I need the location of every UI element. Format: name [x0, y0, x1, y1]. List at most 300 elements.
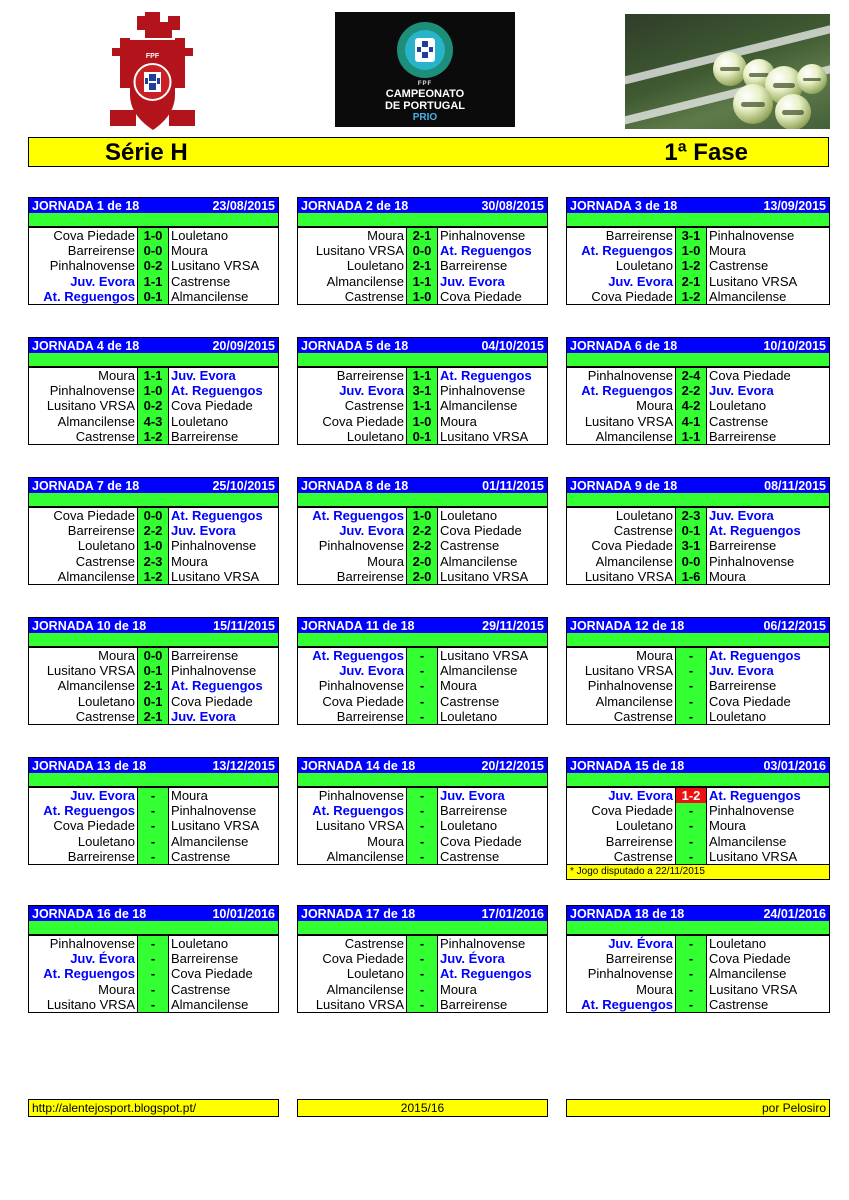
match-row — [298, 538, 547, 553]
away-team: Lusitano VRSA — [440, 648, 529, 663]
home-team: Castrense — [613, 708, 673, 724]
home-team: Louletano — [615, 818, 673, 834]
match-row — [29, 569, 278, 584]
jornada-header — [28, 617, 279, 633]
match-score: 3-1 — [675, 228, 707, 243]
match-score: 0-0 — [137, 508, 169, 523]
match-row — [567, 788, 829, 803]
jornada-matches — [297, 507, 548, 585]
away-team: Pinhalnovense — [709, 803, 795, 819]
match-row — [29, 709, 278, 724]
away-team: Pinhalnovense — [440, 936, 526, 951]
match-row — [298, 709, 547, 724]
match-score: 0-1 — [137, 694, 169, 709]
match-score: 1-1 — [137, 274, 169, 289]
match-row — [298, 803, 547, 818]
away-team: Pinhalnovense — [440, 383, 526, 399]
match-score: 4-1 — [675, 414, 707, 429]
away-team: At. Reguengos — [709, 648, 801, 663]
campeonato-de-portugal-logo — [335, 12, 515, 127]
away-team: Cova Piedade — [709, 951, 791, 967]
match-score: - — [406, 951, 438, 966]
home-team: Moura — [98, 981, 135, 997]
away-team: Juv. Évora — [440, 951, 505, 967]
match-row — [29, 538, 278, 553]
jornada-header — [297, 617, 548, 633]
jornada-title: JORNADA 3 de 18 — [570, 199, 678, 213]
away-team: Juv. Evora — [440, 788, 505, 803]
footballs-photo — [625, 14, 830, 129]
away-team: Louletano — [171, 413, 229, 429]
home-team: Pinhalnovense — [587, 966, 673, 982]
match-row — [29, 966, 278, 981]
match-score: 0-1 — [137, 289, 169, 304]
match-score: - — [137, 834, 169, 849]
jornada-green-band — [28, 633, 279, 647]
jornada-8 — [297, 477, 548, 585]
home-team: Lusitano VRSA — [584, 413, 673, 429]
match-score: 1-0 — [675, 243, 707, 258]
home-team: Juv. Evora — [608, 788, 673, 803]
match-row — [298, 429, 547, 444]
jornada-title: JORNADA 10 de 18 — [32, 619, 147, 633]
jornada-title: JORNADA 13 de 18 — [32, 759, 147, 773]
home-team: Almancilense — [326, 981, 404, 997]
home-team: Louletano — [77, 833, 135, 849]
home-team: Castrense — [75, 708, 135, 724]
jornada-2 — [297, 197, 548, 305]
home-team: Barreirense — [605, 833, 673, 849]
match-row — [29, 694, 278, 709]
home-team: At. Reguengos — [312, 508, 404, 523]
jornada-header — [28, 905, 279, 921]
match-score: - — [675, 678, 707, 693]
away-team: Lusitano VRSA — [171, 818, 260, 834]
home-team: Cova Piedade — [591, 803, 673, 819]
match-row — [567, 678, 829, 693]
jornada-title: JORNADA 12 de 18 — [570, 619, 685, 633]
match-score: - — [675, 936, 707, 951]
jornada-title: JORNADA 11 de 18 — [301, 619, 415, 633]
match-score: - — [675, 709, 707, 724]
match-score: - — [406, 663, 438, 678]
jornada-header — [297, 197, 548, 213]
home-team: Juv. Evora — [70, 788, 135, 803]
away-team: Castrense — [709, 996, 769, 1012]
away-team: Cova Piedade — [171, 398, 253, 414]
jornada-12 — [566, 617, 830, 725]
match-score: - — [675, 849, 707, 864]
home-team: Barreirense — [67, 243, 135, 259]
away-team: Almancilense — [709, 966, 787, 982]
jornada-4 — [28, 337, 279, 445]
jornada-green-band — [566, 493, 830, 507]
match-score: 1-1 — [406, 368, 438, 383]
jornada-green-band — [297, 493, 548, 507]
jornada-matches — [28, 367, 279, 445]
match-score: 4-2 — [675, 398, 707, 413]
jornada-matches — [566, 227, 830, 305]
home-team: Juv. Évora — [70, 951, 135, 967]
blog-link[interactable]: http://alentejosport.blogspot.pt/ — [28, 1099, 279, 1117]
match-row — [29, 678, 278, 693]
home-team: Cova Piedade — [591, 538, 673, 554]
away-team: At. Reguengos — [171, 508, 263, 523]
match-row — [567, 243, 829, 258]
home-team: Cova Piedade — [53, 818, 135, 834]
home-team: Cova Piedade — [322, 693, 404, 709]
home-team: Cova Piedade — [53, 228, 135, 243]
match-score: 2-1 — [406, 228, 438, 243]
home-team: Almancilense — [326, 273, 404, 289]
match-score: 1-1 — [137, 368, 169, 383]
jornada-title: JORNADA 18 de 18 — [570, 907, 685, 921]
match-row — [298, 398, 547, 413]
home-team: Louletano — [346, 428, 404, 444]
match-score: - — [675, 997, 707, 1012]
home-team: At. Reguengos — [312, 803, 404, 819]
match-score: - — [675, 982, 707, 997]
match-score: - — [406, 818, 438, 833]
match-score: 4-3 — [137, 414, 169, 429]
home-team: Almancilense — [57, 568, 135, 584]
jornada-green-band — [297, 773, 548, 787]
away-team: Louletano — [709, 708, 767, 724]
camp-sponsor-text: PRIO — [412, 112, 438, 123]
match-row — [298, 818, 547, 833]
away-team: Lusitano VRSA — [440, 428, 529, 444]
jornada-green-band — [28, 921, 279, 935]
match-row — [567, 523, 829, 538]
author-label: por Pelosiro — [566, 1099, 830, 1117]
away-team: At. Reguengos — [440, 966, 532, 982]
match-row — [298, 966, 547, 981]
match-row — [29, 523, 278, 538]
match-score: 0-0 — [406, 243, 438, 258]
match-score: - — [406, 982, 438, 997]
away-team: Almancilense — [440, 398, 518, 414]
match-row — [567, 228, 829, 243]
jornada-green-band — [297, 353, 548, 367]
away-team: Pinhalnovense — [440, 228, 526, 243]
away-team: Barreirense — [171, 951, 239, 967]
away-team: Louletano — [440, 508, 498, 523]
match-row — [567, 982, 829, 997]
match-row — [567, 951, 829, 966]
home-team: Juv. Evora — [339, 383, 404, 399]
away-team: Almancilense — [171, 288, 249, 304]
jornada-date: 08/11/2015 — [764, 479, 826, 493]
jornada-header — [566, 757, 830, 773]
away-team: Cova Piedade — [709, 368, 791, 383]
match-row — [567, 936, 829, 951]
jornada-title: JORNADA 1 de 18 — [32, 199, 140, 213]
jornada-date: 24/01/2016 — [763, 907, 826, 921]
away-team: Juv. Evora — [171, 708, 236, 724]
away-team: Louletano — [171, 228, 229, 243]
match-score: 1-2 — [675, 289, 707, 304]
match-row — [29, 982, 278, 997]
jornada-header — [566, 337, 830, 353]
jornada-date: 30/08/2015 — [481, 199, 544, 213]
home-team: Pinhalnovense — [587, 678, 673, 694]
away-team: Louletano — [440, 818, 498, 834]
jornada-title: JORNADA 4 de 18 — [32, 339, 140, 353]
match-row — [567, 966, 829, 981]
jornada-title: JORNADA 15 de 18 — [570, 759, 685, 773]
match-score: 3-1 — [406, 383, 438, 398]
away-team: Castrense — [440, 848, 500, 864]
jornada-header — [297, 757, 548, 773]
match-row — [29, 383, 278, 398]
home-team: Barreirense — [67, 848, 135, 864]
home-team: Louletano — [346, 966, 404, 982]
jornada-matches — [28, 647, 279, 725]
home-team: At. Reguengos — [312, 648, 404, 663]
home-team: Barreirense — [336, 368, 404, 383]
home-team: Moura — [367, 833, 404, 849]
home-team: At. Reguengos — [43, 803, 135, 819]
away-team: Barreirense — [440, 258, 508, 274]
match-score: - — [406, 834, 438, 849]
match-score: - — [675, 834, 707, 849]
jornada-17 — [297, 905, 548, 1013]
home-team: Almancilense — [595, 553, 673, 569]
match-row — [29, 368, 278, 383]
home-team: Lusitano VRSA — [584, 663, 673, 679]
home-team: Moura — [367, 228, 404, 243]
match-row — [29, 849, 278, 864]
match-row — [29, 663, 278, 678]
away-team: Pinhalnovense — [709, 228, 795, 243]
match-row — [567, 554, 829, 569]
jornada-header — [297, 905, 548, 921]
jornada-3 — [566, 197, 830, 305]
match-row — [29, 258, 278, 273]
home-team: Moura — [367, 553, 404, 569]
match-row — [567, 274, 829, 289]
match-row — [298, 274, 547, 289]
match-row — [29, 414, 278, 429]
match-row — [29, 289, 278, 304]
away-team: Almancilense — [440, 663, 518, 679]
home-team: Louletano — [615, 508, 673, 523]
match-score: - — [406, 936, 438, 951]
match-score: 1-1 — [406, 398, 438, 413]
away-team: Cova Piedade — [171, 966, 253, 982]
match-row — [29, 834, 278, 849]
away-team: Juv. Evora — [171, 368, 236, 383]
match-row — [298, 694, 547, 709]
match-score: 1-2 — [137, 569, 169, 584]
jornada-date: 17/01/2016 — [481, 907, 544, 921]
jornada-date: 13/12/2015 — [212, 759, 275, 773]
match-row — [29, 936, 278, 951]
match-score: - — [406, 694, 438, 709]
jornada-matches — [297, 227, 548, 305]
match-row — [298, 554, 547, 569]
home-team: Louletano — [77, 693, 135, 709]
match-score: - — [675, 951, 707, 966]
away-team: Barreirense — [709, 538, 777, 554]
home-team: Moura — [636, 398, 673, 414]
jornada-date: 29/11/2015 — [482, 619, 544, 633]
away-team: At. Reguengos — [709, 523, 801, 539]
jornada-matches — [28, 507, 279, 585]
jornada-green-band — [297, 633, 548, 647]
match-row — [567, 818, 829, 833]
away-team: Pinhalnovense — [709, 553, 795, 569]
jornada-matches — [297, 787, 548, 865]
match-score: 0-2 — [137, 258, 169, 273]
jornada-header — [566, 477, 830, 493]
home-team: Almancilense — [57, 678, 135, 694]
home-team: Lusitano VRSA — [46, 996, 135, 1012]
match-row — [567, 429, 829, 444]
home-team: Lusitano VRSA — [46, 398, 135, 414]
jornada-date: 20/09/2015 — [212, 339, 275, 353]
away-team: Louletano — [709, 398, 767, 414]
home-team: Castrense — [75, 428, 135, 444]
home-team: Almancilense — [57, 413, 135, 429]
camp-title-line1: CAMPEONATO — [385, 88, 465, 100]
away-team: Lusitano VRSA — [709, 848, 798, 864]
away-team: Barreirense — [709, 678, 777, 694]
jornada-matches — [297, 647, 548, 725]
match-row — [298, 228, 547, 243]
home-team: Cova Piedade — [322, 951, 404, 967]
match-row — [29, 648, 278, 663]
home-team: Louletano — [346, 258, 404, 274]
jornada-green-band — [28, 493, 279, 507]
match-score: 1-0 — [406, 289, 438, 304]
match-score: 2-0 — [406, 554, 438, 569]
home-team: At. Reguengos — [581, 383, 673, 399]
away-team: Barreirense — [709, 428, 777, 444]
match-row — [29, 554, 278, 569]
match-score: 0-0 — [137, 243, 169, 258]
home-team: Lusitano VRSA — [315, 243, 404, 259]
match-row — [298, 951, 547, 966]
away-team: Barreirense — [440, 803, 508, 819]
match-row — [567, 694, 829, 709]
away-team: Castrense — [171, 848, 231, 864]
jornada-11 — [297, 617, 548, 725]
jornada-7 — [28, 477, 279, 585]
match-score: 1-1 — [406, 274, 438, 289]
away-team: Moura — [171, 788, 208, 803]
jornada-date: 25/10/2015 — [212, 479, 275, 493]
jornada-title: JORNADA 14 de 18 — [301, 759, 416, 773]
jornada-green-band — [566, 213, 830, 227]
match-score: - — [137, 936, 169, 951]
jornada-title: JORNADA 16 de 18 — [32, 907, 147, 921]
home-team: Castrense — [344, 288, 404, 304]
jornada-header — [28, 337, 279, 353]
home-team: Juv. Evora — [339, 523, 404, 539]
jornada-1 — [28, 197, 279, 305]
jornada-title: JORNADA 8 de 18 — [301, 479, 409, 493]
match-row — [298, 648, 547, 663]
match-row — [298, 834, 547, 849]
jornada-15 — [566, 757, 830, 880]
jornada-date: 20/12/2015 — [481, 759, 544, 773]
jornada-matches — [566, 367, 830, 445]
away-team: Almancilense — [709, 288, 787, 304]
match-score: 1-2 — [675, 258, 707, 273]
match-row — [29, 429, 278, 444]
match-row — [298, 936, 547, 951]
away-team: Moura — [440, 981, 477, 997]
match-score: 2-4 — [675, 368, 707, 383]
match-score: 2-3 — [675, 508, 707, 523]
match-score: 1-2 — [137, 429, 169, 444]
jornada-9 — [566, 477, 830, 585]
match-row — [298, 258, 547, 273]
jornada-header — [566, 197, 830, 213]
home-team: Juv. Évora — [608, 936, 673, 951]
jornada-green-band — [566, 921, 830, 935]
match-score: - — [675, 694, 707, 709]
match-score: - — [675, 663, 707, 678]
home-team: Cova Piedade — [322, 413, 404, 429]
jornada-matches — [297, 935, 548, 1013]
jornada-header — [566, 617, 830, 633]
away-team: At. Reguengos — [440, 243, 532, 259]
jornada-green-band — [297, 921, 548, 935]
home-team: Moura — [636, 648, 673, 663]
away-team: Louletano — [440, 708, 498, 724]
jornada-13 — [28, 757, 279, 865]
away-team: Lusitano VRSA — [171, 258, 260, 274]
svg-text:FPF: FPF — [145, 53, 160, 60]
match-row — [567, 398, 829, 413]
away-team: At. Reguengos — [171, 383, 263, 399]
home-team: Louletano — [77, 538, 135, 554]
jornada-title: JORNADA 7 de 18 — [32, 479, 140, 493]
match-score: - — [406, 709, 438, 724]
jornada-green-band — [28, 773, 279, 787]
jornada-matches — [566, 935, 830, 1013]
match-row — [29, 818, 278, 833]
match-score: - — [137, 803, 169, 818]
match-row — [29, 788, 278, 803]
match-score: - — [406, 966, 438, 981]
away-team: Castrense — [709, 413, 769, 429]
away-team: Juv. Evora — [709, 663, 774, 679]
away-team: Moura — [709, 818, 746, 834]
jornada-title: JORNADA 5 de 18 — [301, 339, 409, 353]
away-team: Castrense — [440, 538, 500, 554]
match-row — [567, 508, 829, 523]
jornada-title: JORNADA 2 de 18 — [301, 199, 409, 213]
away-team: Pinhalnovense — [171, 538, 257, 554]
away-team: Moura — [440, 413, 477, 429]
away-team: Barreirense — [171, 648, 239, 663]
home-team: At. Reguengos — [43, 288, 135, 304]
match-score: 1-0 — [406, 414, 438, 429]
match-score: - — [406, 648, 438, 663]
away-team: Moura — [709, 243, 746, 259]
match-score: 1-0 — [137, 383, 169, 398]
away-team: Castrense — [440, 693, 500, 709]
match-score: - — [675, 818, 707, 833]
match-row — [29, 243, 278, 258]
home-team: Barreirense — [605, 951, 673, 967]
home-team: Lusitano VRSA — [315, 818, 404, 834]
home-team: Castrense — [344, 936, 404, 951]
match-score: - — [137, 849, 169, 864]
